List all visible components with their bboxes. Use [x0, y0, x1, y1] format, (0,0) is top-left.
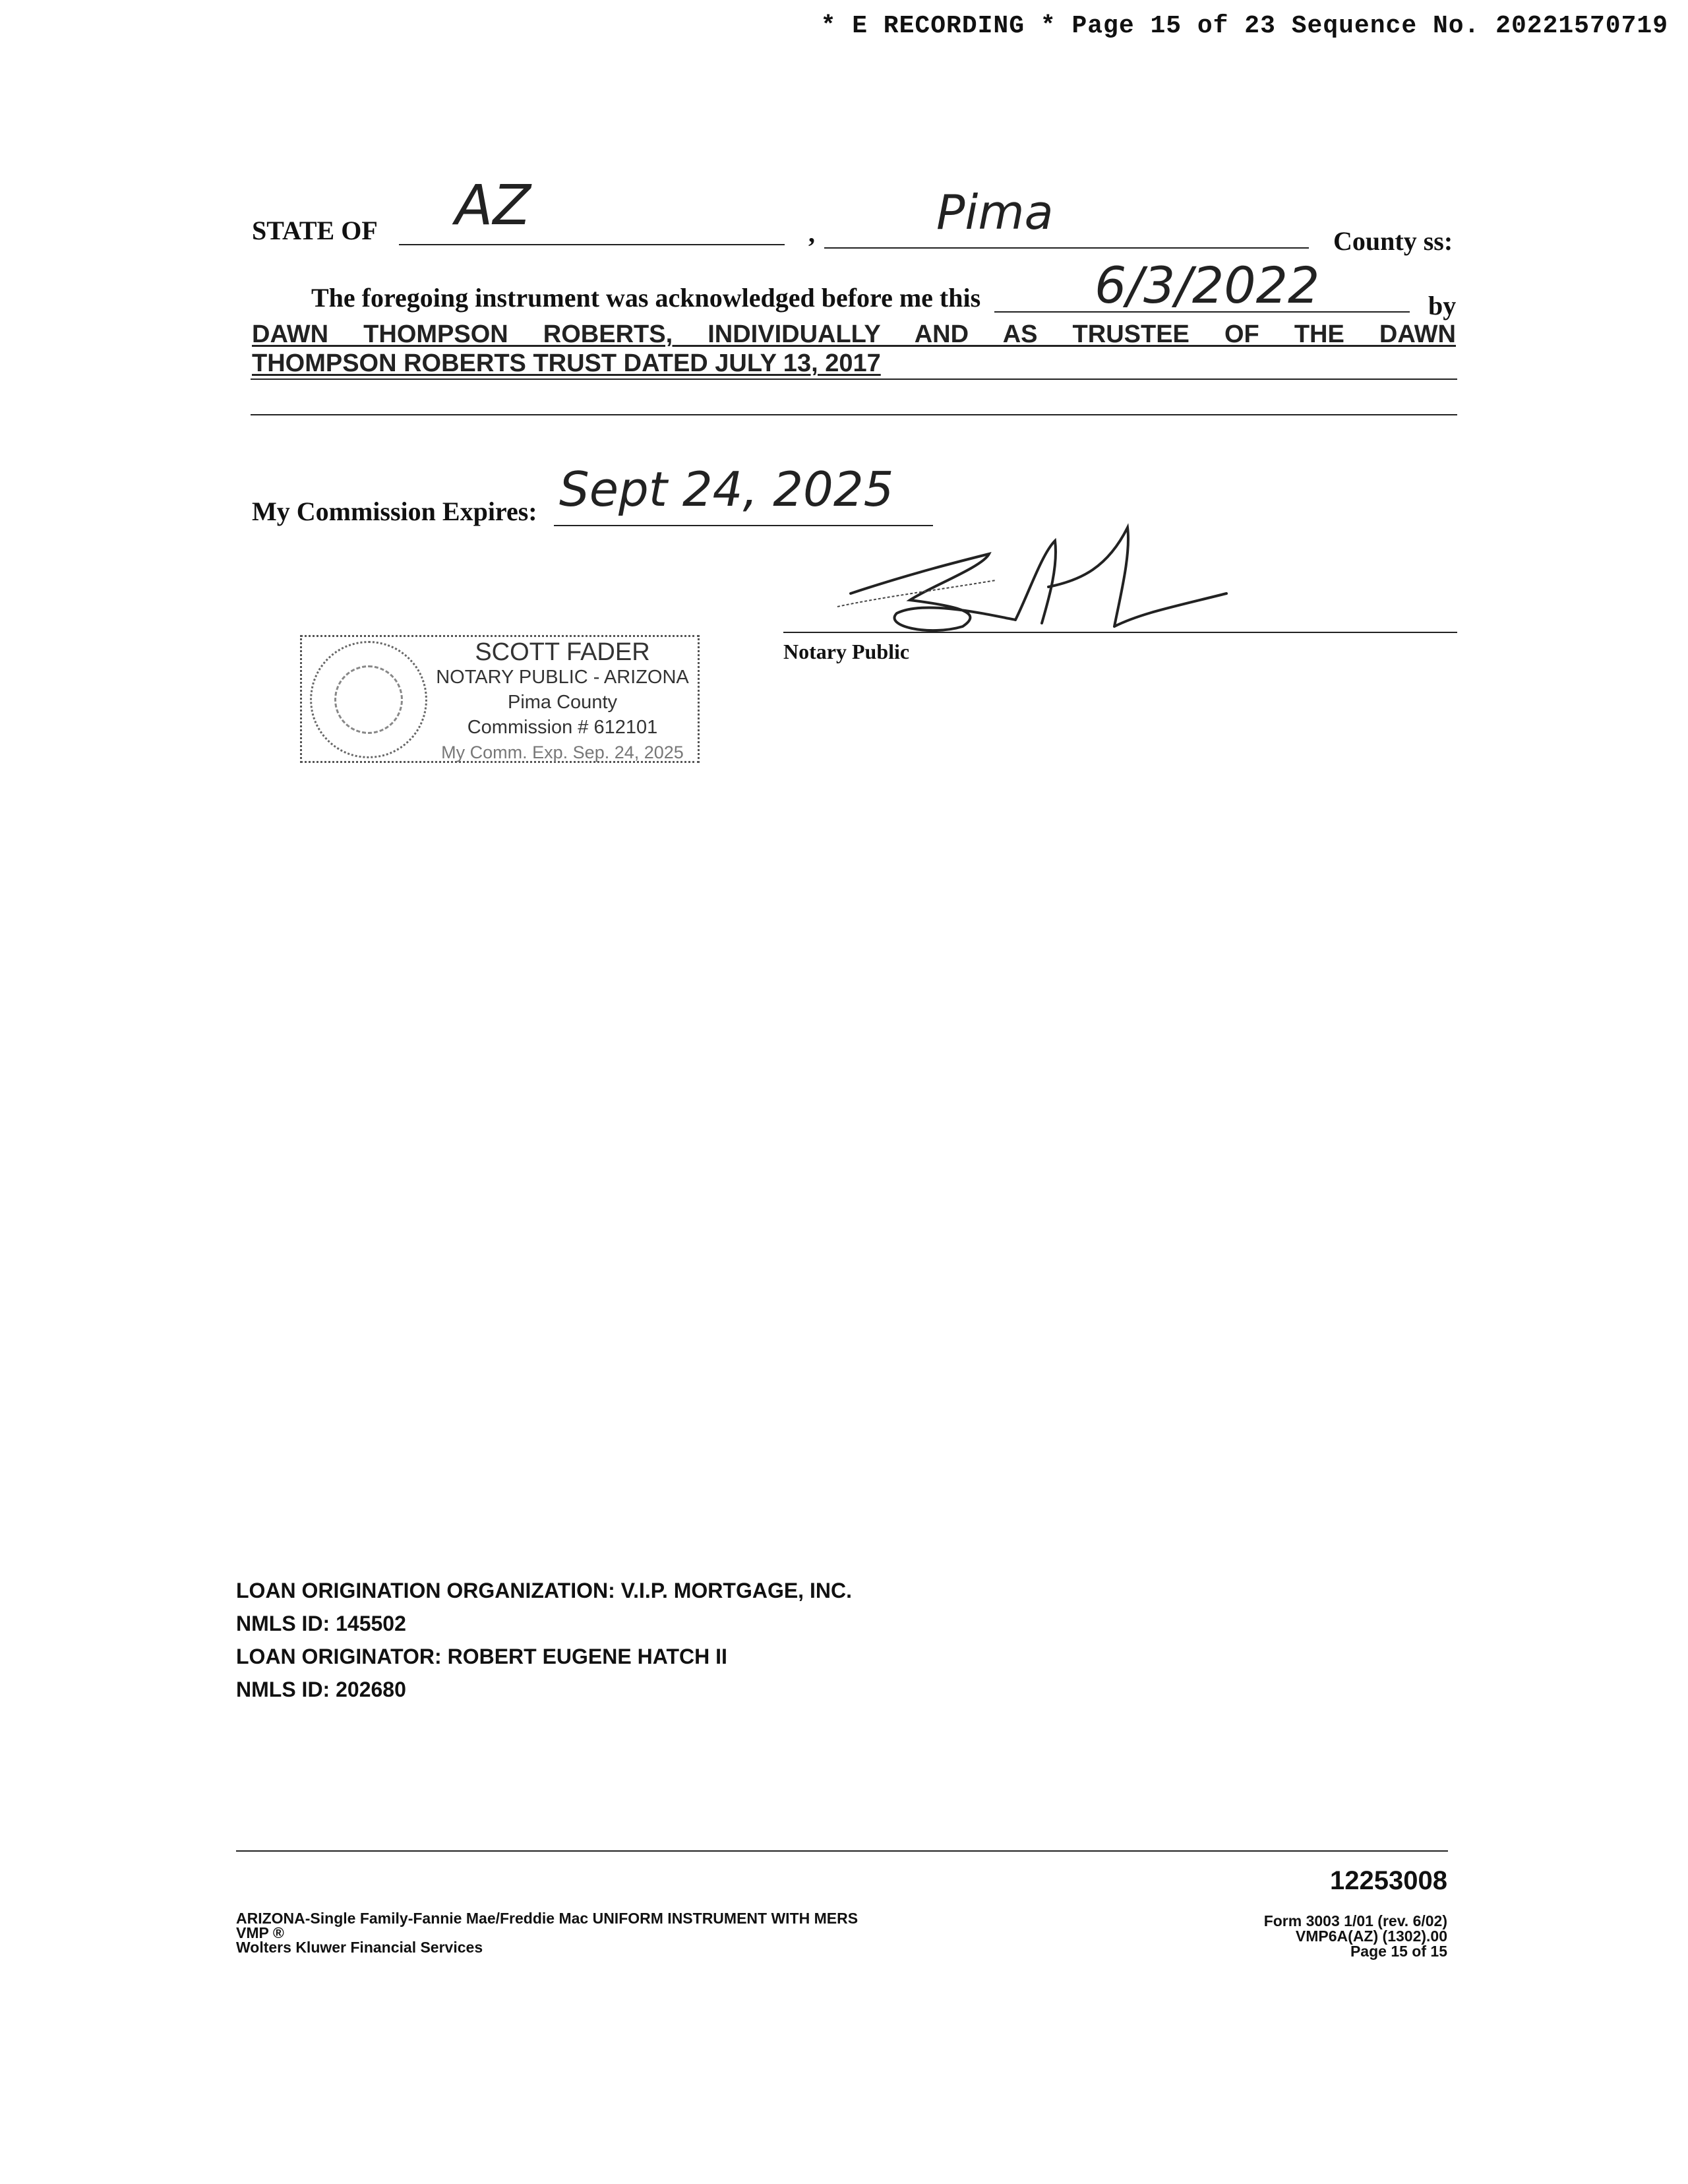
date-value-handwritten: 6/3/2022 — [1095, 256, 1320, 315]
state-label: STATE OF — [252, 216, 378, 245]
footer-instrument-title: ARIZONA-Single Family-Fannie Mae/Freddie Mac UNIFORM INSTRUMENT WITH MERS — [236, 1910, 859, 1927]
stamp-notary-name: SCOTT FADER — [475, 638, 650, 666]
commission-value-handwritten: Sept 24, 2025 — [559, 462, 894, 517]
county-value-handwritten: Pima — [936, 185, 1054, 240]
notary-signature-image — [831, 514, 1253, 646]
state-underline — [399, 244, 785, 245]
by-label: by — [1428, 291, 1457, 320]
footer-vmp: VMP ® — [236, 1924, 284, 1941]
acknowledged-party-line-1: DAWN THOMPSON ROBERTS, INDIVIDUALLY AND AS TRUSTEE OF THE DAWN — [252, 320, 1456, 348]
recording-header: * E RECORDING * Page 15 of 23 Sequence No. 20221570719 — [820, 12, 1668, 40]
footer-form-number: Form 3003 1/01 (rev. 6/02) — [1263, 1912, 1447, 1929]
acknowledged-party-line-2: THOMPSON ROBERTS TRUST DATED JULY 13, 2017 — [252, 349, 881, 377]
signature-line — [783, 632, 1457, 633]
county-underline — [824, 247, 1309, 249]
state-seal-icon — [310, 641, 427, 758]
blank-line — [251, 414, 1457, 415]
loan-originator: LOAN ORIGINATOR: ROBERT EUGENE HATCH II — [236, 1645, 727, 1668]
name-underline-2 — [251, 379, 1457, 380]
stamp-commission-expiry: My Comm. Exp. Sep. 24, 2025 — [441, 743, 684, 762]
loan-origination-organization: LOAN ORIGINATION ORGANIZATION: V.I.P. MORTGAGE, INC. — [236, 1579, 852, 1602]
state-value-handwritten: AZ — [455, 173, 531, 237]
notary-public-label: Notary Public — [783, 640, 910, 663]
comma: , — [808, 218, 815, 248]
stamp-commission-number: Commission # 612101 — [467, 717, 658, 738]
originator-nmls-id: NMLS ID: 202680 — [236, 1678, 406, 1701]
footer-left-block — [236, 1911, 858, 1955]
footer-publisher: Wolters Kluwer Financial Services — [236, 1939, 483, 1956]
acknowledgment-intro: The foregoing instrument was acknowledged before me this — [311, 283, 981, 313]
commission-expires-label: My Commission Expires: — [252, 497, 537, 526]
county-label: County ss: — [1333, 226, 1453, 256]
stamp-county: Pima County — [507, 692, 617, 713]
footer-vmp-code: VMP6A(AZ) (1302).00 — [1295, 1927, 1447, 1945]
footer-rule — [236, 1850, 1448, 1852]
loan-number: 12253008 — [1330, 1866, 1447, 1895]
footer-page-number: Page 15 of 15 — [1350, 1943, 1447, 1960]
notary-stamp — [300, 635, 700, 763]
organization-nmls-id: NMLS ID: 145502 — [236, 1612, 406, 1635]
stamp-notary-title: NOTARY PUBLIC - ARIZONA — [436, 667, 689, 688]
footer-right-block — [1121, 1914, 1447, 1959]
